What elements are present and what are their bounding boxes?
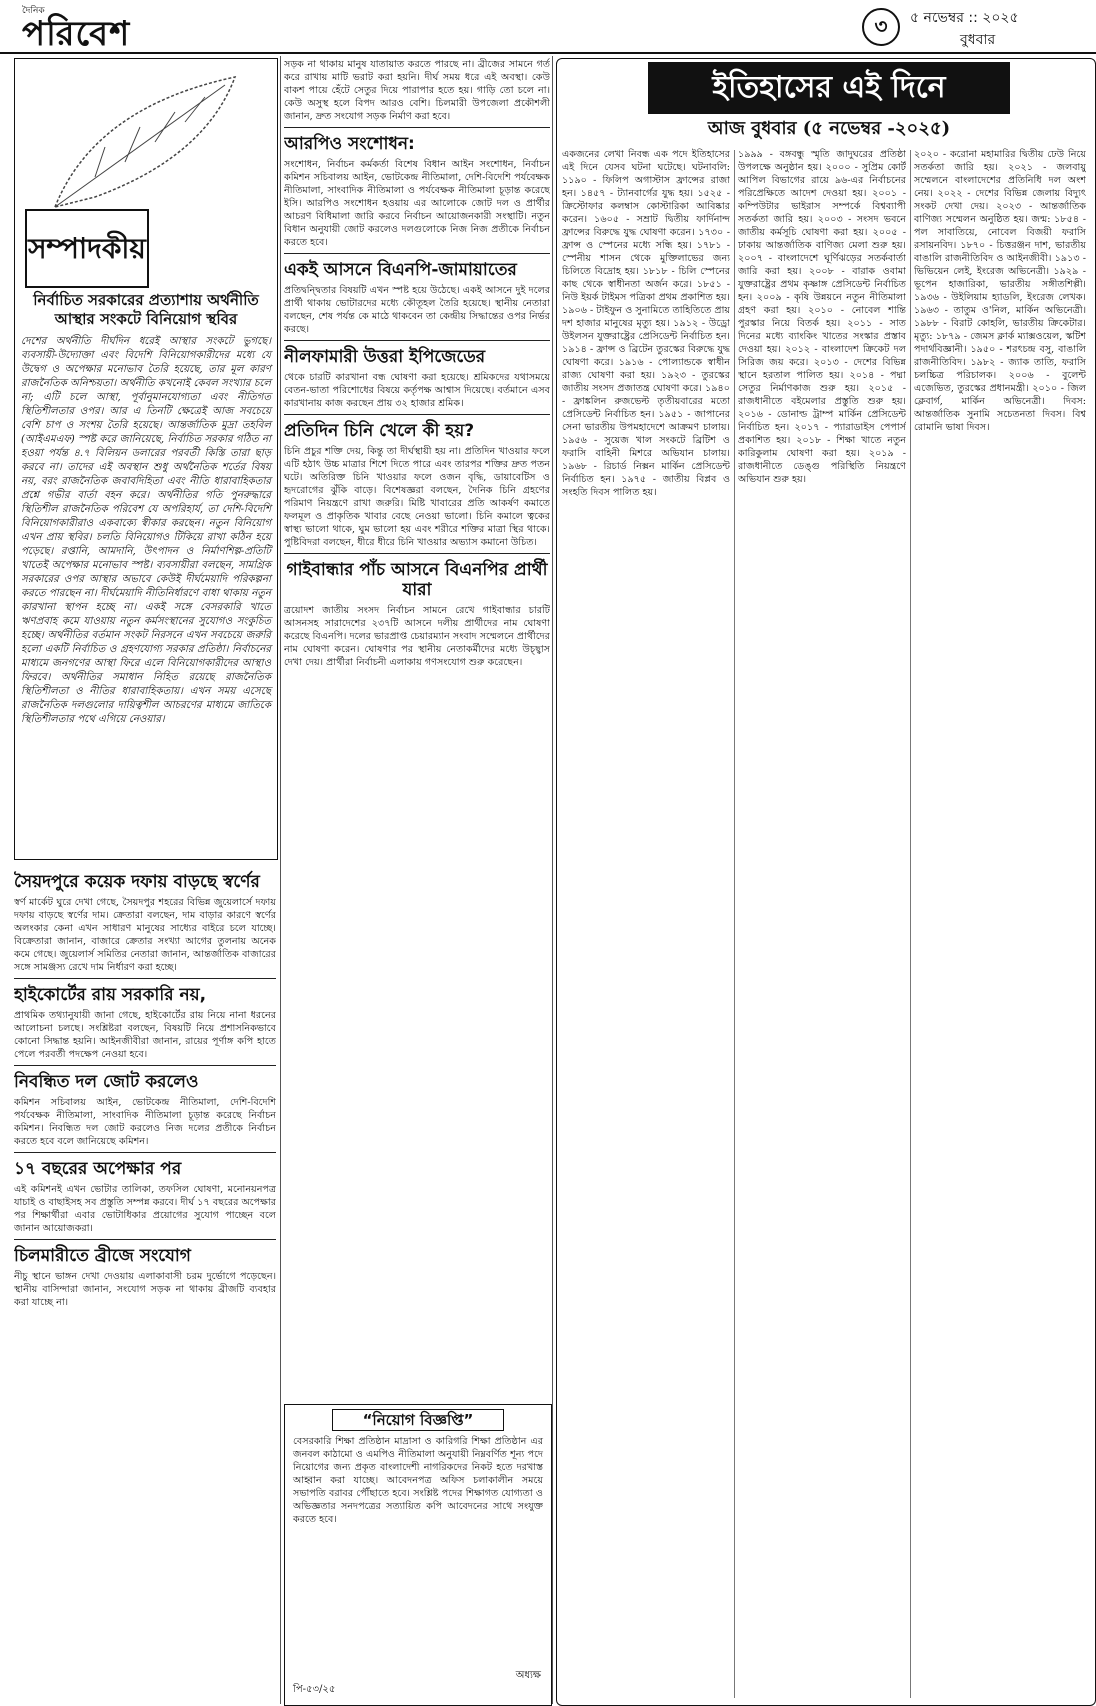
article-body: থেকে চারটি কারখানা বন্ধ ঘোষণা করা হয়েছে। শ্রমিকদের যথাসময়ে বেতন-ভাতা পরিশোধের বিষয়ে কর্তৃপক্ষ আশ্বাস দিয়েছে। বর্তমানে এসব কারখানায় কাজ করছেন প্রায় ৩২ হাজার শ্রমিক। <box>284 372 550 409</box>
history-text: ১৯৯৯ - বঙ্গবন্ধু স্মৃতি জাদুঘরের প্রতিষ্ঠা উপলক্ষে অনুষ্ঠান হয়। ২০০০ - সুপ্রিম কোর্ট আপিল বিভাগের রায়ে ৯৬-এর নির্বাচনের পরিপ্রেক্ষিতে আদেশ দেওয়া হয়। ২০০১ - কম্পিউটার ভাইরাস সম্পর্কে বিশ্বব্যাপী সতর্কতা জারি হয়। ২০০৩ - সংসদ ভবনে জাতীয় কর্মসূচি ঘোষণা করা হয়। ২০০৫ - ঢাকায় আন্তর্জাতিক বাণিজ্য মেলা শুরু হয়। ২০০৭ - বাংলাদেশে ঘূর্ণিঝড়ের সতর্কবার্তা জারি করা হয়। ২০০৮ - বারাক ওবামা যুক্তরাষ্ট্রের প্রথম কৃষ্ণাঙ্গ প্রেসিডেন্ট নির্বাচিত হন। ২০০৯ - কৃষি উন্নয়নে নতুন নীতিমালা গ্রহণ করা হয়। ২০১০ - নোবেল শান্তি পুরস্কার নিয়ে বিতর্ক হয়। ২০১১ - সাত দিনের মধ্যে ব্যাংকিং খাতের সংস্কার প্রস্তাব দেওয়া হয়। ২০১২ - বাংলাদেশ ক্রিকেট দল সিরিজ জয় করে। ২০১৩ - দেশের বিভিন্ন স্থানে হরতাল পালিত হয়। ২০১৪ - পদ্মা সেতুর নির্মাণকাজ শুরু হয়। ২০১৫ - রাজধানীতে বইমেলার প্রস্তুতি শুরু হয়। ২০১৬ - ডোনাল্ড ট্রাম্প মার্কিন প্রেসিডেন্ট নির্বাচিত হন। ২০১৭ - প্যারাডাইস পেপার্স প্রকাশিত হয়। ২০১৮ - শিক্ষা খাতে নতুন কারিকুলাম ঘোষণা করা হয়। ২০১৯ - রাজধানীতে ডেঙ্গু পরিস্থিতি নিয়ন্ত্রণে অভিযান শুরু হয়। <box>738 149 906 485</box>
column-divider <box>552 56 553 1704</box>
history-banner: ইতিহাসের এই দিনে <box>648 62 1010 114</box>
left-column <box>14 866 276 1704</box>
masthead-small-label: দৈনিক <box>22 6 45 16</box>
history-column-3 <box>914 148 1086 1698</box>
editorial-headline: নির্বাচিত সরকারের প্রত্যাশায় অর্থনীতি <box>33 291 259 309</box>
page-number: ৩ <box>862 8 900 46</box>
history-divider <box>734 150 735 1698</box>
history-subbanner: আজ বুধবার (৫ নভেম্বর -২০২৫) <box>707 118 951 139</box>
article-headline: গাইবান্ধার পাঁচ আসনে বিএনপির প্রার্থী যারা <box>286 560 548 600</box>
history-column-2 <box>738 148 906 1698</box>
article-body: চিনি প্রচুর শক্তি দেয়, কিন্তু তা দীর্ঘস্থায়ী হয় না। প্রতিদিন খাওয়ার ফলে এটি হঠাৎ উচ্চ মাত্রার শিশে দিতে পারে এবং তারপর শক্তির দ্রুত পতন ঘটে। অতিরিক্ত চিনি খাওয়ার ফলে ওজন বৃদ্ধি, ডায়াবেটিস ও হৃদরোগের ঝুঁকি বাড়ে। বিশেষজ্ঞরা বলছেন, দৈনিক চিনি গ্রহণের পরিমাণ নিয়ন্ত্রণে রাখা জরুরি। মিষ্টি খাবারের প্রতি আকর্ষণ কমাতে ফলমূল ও প্রাকৃতিক খাবার বেছে নেওয়া ভালো। চিনি কমালে ত্বকের স্বাস্থ্য ভালো থাকে, ঘুম ভালো হয় এবং শরীরে শক্তির মাত্রা স্থির থাকে। পুষ্টিবিদরা বলছেন, ধীরে ধীরে চিনি খাওয়ার অভ্যাস কমানো উচিত। <box>284 446 550 548</box>
article-headline: প্রতিদিন চিনি খেলে কী হয়? <box>284 421 475 441</box>
article <box>14 1072 276 1148</box>
editorial-body: দেশের অর্থনীতি দীর্ঘদিন ধরেই আস্থার সংকটে ভুগছে। ব্যবসায়ী-উদ্যোক্তা এবং বিদেশি বিনিয়োগকারীদের মধ্যে যে উদ্বেগ ও অপেক্ষার মনোভাব তৈরি হয়েছে, তার মূল কারণ রাজনৈতিক অনিশ্চয়তা। অর্থনীতি কখনোই কেবল সংখ্যার চলে না; এটি চলে আস্থা, পূর্বানুমানযোগ্যতা এবং নীতিগত স্থিতিশীলতার ওপর। আর এ তিনটি ক্ষেত্রেই আজ সবচেয়ে বেশি চাপ ও সংশয় তৈরি হয়েছে। আন্তর্জাতিক মুদ্রা তহবিল (আইএমএফ) স্পষ্ট করে জানিয়েছে, নির্বাচিত সরকার গঠিত না হওয়া পর্যন্ত ৪.৭ বিলিয়ন ডলারের পরবর্তী কিস্তি তারা ছাড় করবে না। তাদের এই অবস্থান শুধু অর্থনৈতিক শর্তের বিষয় নয়, বরং রাজনৈতিক জবাবদিহিতা এবং নীতি ধারাবাহিকতার প্রশ্নে গভীর বার্তা বহন করে। অর্থনীতির গতি পুনরুদ্ধারে স্থিতিশীল রাজনৈতিক পরিবেশ যে অপরিহার্য, তা দেশি-বিদেশি বিনিয়োগকারীরাও একবাক্যে স্বীকার করছেন। নতুন বিনিয়োগ এখন প্রায় স্থবির। চলতি বিনিয়োগও টিকিয়ে রাখা কঠিন হয়ে পড়েছে। রপ্তানি, আমদানি, উৎপাদন ও নির্মাণশিল্প-প্রতিটি খাতেই অপেক্ষার মনোভাব স্পষ্ট। ব্যবসায়ীরা বলছেন, সামগ্রিক সরকারের ওপর আস্থার অভাবে কেউই দীর্ঘমেয়াদি পরিকল্পনা করতে পারছেন না। দীর্ঘমেয়াদি নীতিনির্ধারণে বাধা থাকায় নতুন কারখানা স্থাপন হচ্ছে না। একই সঙ্গে বেসরকারি খাতে ঋণপ্রবাহ কমে যাওয়ায় নতুন কর্মসংস্থানের সুযোগও সংকুচিত হচ্ছে। অর্থনীতির বর্তমান সংকট নিরসনে এখন সবচেয়ে জরুরি হলো একটি নির্বাচিত ও গ্রহণযোগ্য সরকার প্রতিষ্ঠা। নির্বাচনের মাধ্যমে জনগণের আস্থা ফিরে এলে বিনিয়োগকারীদের আস্থাও ফিরবে। অর্থনীতির সমাধান নিহিত রয়েছে রাজনৈতিক স্থিতিশীলতা ও নীতির ধারাবাহিকতায়। এখন সময় এসেছে রাজনৈতিক দলগুলোর দায়িত্বশীল আচরণের মাধ্যমে জাতিকে স্থিতিশীলতার পথে এগিয়ে নেওয়ার। <box>21 336 271 725</box>
article-headline: নিবন্ধিত দল জোট করলেও <box>14 1072 199 1092</box>
editorial-subheadline: আস্থার সংকটে বিনিয়োগ স্থবির <box>54 310 238 328</box>
article-body: প্রাথমিক তথ্যানুযায়ী জানা গেছে, হাইকোর্টের রায় নিয়ে নানা ধরনের আলোচনা চলছে। সংশ্লিষ্টরা বলছেন, বিষয়টি নিয়ে প্রশাসনিকভাবে কোনো সিদ্ধান্ত হয়নি। আইনজীবীরা জানান, রায়ের পূর্ণাঙ্গ কপি হাতে পেলে পরবর্তী পদক্ষেপ নেওয়া হবে। <box>14 1010 276 1060</box>
article <box>284 134 550 249</box>
article <box>284 58 550 123</box>
editorial-content <box>21 291 271 731</box>
article-body: স্বর্ণ মার্কেট ঘুরে দেখা গেছে, সৈয়দপুর শহরের বিভিন্ন জুয়েলার্সে দফায় দফায় বাড়ছে স্বর্ণের দাম। ক্রেতারা বলছেন, দাম বাড়ার কারণে স্বর্ণের অলংকার কেনা এখন সাধারণ মানুষের সাধ্যের বাইরে চলে যাচ্ছে। বিক্রেতারা জানান, বাজারে ক্রেতার সংখ্যা আগের তুলনায় অনেক কমে গেছে। জুয়েলার্স সমিতির নেতারা জানান, আন্তর্জাতিক বাজারের সঙ্গে সামঞ্জস্য রেখে দাম নির্ধারণ করা হচ্ছে। <box>14 897 276 973</box>
article-headline: ১৭ বছরের অপেক্ষার পর <box>14 1159 182 1179</box>
article-body: ত্রয়োদশ জাতীয় সংসদ নির্বাচন সামনে রেখে গাইবান্ধার চারটি আসনসহ সারাদেশের ২৩৭টি আসনে দলীয় প্রার্থীদের নাম ঘোষণা করেছে বিএনপি। দলের ভারপ্রাপ্ত চেয়ারম্যান সংবাদ সম্মেলনে প্রার্থীদের নাম ঘোষণা করেন। ঘোষণার পর স্থানীয় নেতাকর্মীদের মধ্যে উচ্ছ্বাস দেখা দেয়। প্রার্থীরা নির্বাচনী এলাকায় গণসংযোগ শুরু করেছেন। <box>284 605 550 668</box>
history-divider <box>910 150 911 1698</box>
article <box>14 985 276 1061</box>
article <box>14 872 276 974</box>
notice-signature: অধ্যক্ষ <box>515 1670 541 1681</box>
article <box>14 1246 276 1309</box>
notice-code: পি-৫৩/২৫ <box>293 1684 336 1695</box>
article-headline: নীলফামারী উত্তরা ইপিজেডের <box>284 347 486 367</box>
article-headline: চিলমারীতে ব্রীজে সংযোগ <box>14 1246 191 1266</box>
article-headline: সৈয়দপুরে কয়েক দফায় বাড়ছে স্বর্ণের <box>14 872 260 892</box>
history-text: ২০২০ - করোনা মহামারির দ্বিতীয় ঢেউ নিয়ে সতর্কতা জারি হয়। ২০২১ - জলবায়ু সম্মেলনে বাংলাদেশের প্রতিনিধি দল অংশ নেয়। ২০২২ - দেশের বিভিন্ন জেলায় বিদ্যুৎ সংকট দেখা দেয়। ২০২৩ - আন্তর্জাতিক বাণিজ্য সম্মেলন অনুষ্ঠিত হয়। জন্ম: ১৮৫৪ - পল সাবাতিয়ে, নোবেল বিজয়ী ফরাসি রসায়নবিদ। ১৮৭০ - চিত্তরঞ্জন দাশ, ভারতীয় বাঙালি রাজনীতিবিদ ও আইনজীবী। ১৯১৩ - ভিভিয়েন লেই, ইংরেজ অভিনেত্রী। ১৯২৯ - ভূপেন হাজারিকা, ভারতীয় সঙ্গীতশিল্পী। ১৯৩৬ - উইলিয়াম হ্যাডলি, ইংরেজ লেখক। ১৯৬৩ - তাতুম ও'নিল, মার্কিন অভিনেত্রী। ১৯৮৮ - বিরাট কোহলি, ভারতীয় ক্রিকেটার। মৃত্যু: ১৮৭৯ - জেমস ক্লার্ক ম্যাক্সওয়েল, স্কটিশ পদার্থবিজ্ঞানী। ১৯৫০ - শরৎচন্দ্র বসু, বাঙালি রাজনীতিবিদ। ১৯৮২ - জ্যাক তাতি, ফরাসি চলচ্চিত্র পরিচালক। ২০০৬ - বুলেন্ট এজেভিত, তুরস্কের প্রধানমন্ত্রী। ২০১০ - জিল ক্লেবার্গ, মার্কিন অভিনেত্রী। দিবস: আন্তর্জাতিক সুনামি সচেতনতা দিবস। বিশ্ব রোমানি ভাষা দিবস। <box>914 149 1086 433</box>
article-body: সড়ক না থাকায় মানুষ যাতায়াত করতে পারছে না। ব্রীজের সামনে গর্ত করে রাখায় মাটি ভরাট করা হয়নি। দীর্ঘ সময় ধরে এই অবস্থা। কেউ বাকশ পায়ে হেঁটে সেতুর দিয়ে পারাপার হতে হয়। গাড়ি তো চলে না। কেউ অসুস্থ হলে বিপদ আরও বেশি। চিলমারী উপজেলা প্রকৌশলী জানান, দ্রুত সংযোগ সড়ক নির্মাণ করা হবে। <box>284 59 550 122</box>
notice-title: “নিয়োগ বিজ্ঞপ্তি” <box>332 1409 504 1431</box>
column-divider <box>280 56 281 1704</box>
article-body: এই কমিশনই এখন ভোটার তালিকা, তফসিল ঘোষণা, মনোনয়নপত্র যাচাই ও বাছাইসহ সব প্রস্তুতি সম্পন্ন করবে। দীর্ঘ ১৭ বছরের অপেক্ষার পর শিক্ষার্থীরা এবার ভোটাধিকার প্রয়োগের সুযোগ পাচ্ছেন বলে জানান আয়োজকরা। <box>14 1184 276 1234</box>
issue-day: বুধবার <box>960 32 996 48</box>
article-headline: হাইকোর্টের রায় সরকারি নয়, <box>14 985 207 1005</box>
masthead <box>0 0 1096 54</box>
article-body: সংশোধন, নির্বাচন কর্মকর্তা বিশেষ বিধান আইন সংশোধন, নির্বাচন কমিশন সচিবালয় আইন, ভোটকেন্দ্র নীতিমালা, দেশি-বিদেশি পর্যবেক্ষক নীতিমালা, সাংবাদিক নীতিমালা ও পর্যবেক্ষক নীতিমালা চূড়ান্ত করেছে ইসি। আরপিও সংশোধন হওয়ায় এর আলোকে জোট দল ও প্রার্থীর আচরণ বিধিমালা জারি করবে নির্বাচন আয়োজনকারী সংস্থাটি। নতুন বিধান অনুযায়ী জোট করলেও দলগুলোকে নিজ নিজ প্রতীকে নির্বাচন করতে হবে। <box>284 159 550 248</box>
article-body: প্রতিদ্বন্দ্বিতার বিষয়টি এখন স্পষ্ট হয়ে উঠেছে। একই আসনে দুই দলের প্রার্থী থাকায় ভোটারদের মধ্যে কৌতূহল তৈরি হয়েছে। স্থানীয় নেতারা বলছেন, শেষ পর্যন্ত কে মাঠে থাকবেন তা কেন্দ্রীয় সিদ্ধান্তের ওপর নির্ভর করছে। <box>284 285 550 335</box>
leaf-illustration-icon <box>35 67 255 217</box>
article <box>284 560 550 669</box>
recruitment-notice <box>284 1404 552 1706</box>
article <box>14 1159 276 1235</box>
middle-column <box>284 58 550 1394</box>
article-body: কমিশন সচিবালয় আইন, ভোটকেন্দ্র নীতিমালা, দেশি-বিদেশি পর্যবেক্ষক নীতিমালা, সাংবাদিক নীতিমালা চূড়ান্ত করেছে নির্বাচন কমিশন। নিবন্ধিত দল জোট করলেও নিজ দলের প্রতীকে নির্বাচন করতে হবে বলে জানিয়েছে কমিশন। <box>14 1097 276 1147</box>
newspaper-logo: পরিবেশ <box>22 14 131 54</box>
notice-body: বেসরকারি শিক্ষা প্রতিষ্ঠান মাদ্রাসা ও কারিগরি শিক্ষা প্রতিষ্ঠান এর জনবল কাঠামো ও এমপিও নীতিমালা অনুযায়ী নিম্নবর্ণিত শূন্য পদে নিয়োগের জন্য প্রকৃত বাংলাদেশী নাগরিকদের নিকট হতে দরখাস্ত আহ্বান করা যাচ্ছে। আবেদনপত্র অফিস চলাকালীন সময়ে সভাপতি বরাবর পৌঁছাতে হবে। সংশ্লিষ্ট পদের শিক্ষাগত যোগ্যতা ও অভিজ্ঞতার সনদপত্রের সত্যায়িত কপি আবেদনের সাথে সংযুক্ত করতে হবে। <box>293 1436 543 1525</box>
article-headline: আরপিও সংশোধন: <box>284 134 415 154</box>
article-body: নীচু স্থানে ভাঙ্গন দেখা দেওয়ায় এলাকাবাসী চরম দুর্ভোগে পড়েছেন। স্থানীয় বাসিন্দারা জানান, সংযোগ সড়ক না থাকায় ব্রীজটি ব্যবহার করা যাচ্ছে না। <box>14 1271 276 1308</box>
history-text: একজনের লেখা নিবন্ধ এক পদে ইতিহাসের এই দিনে যেসব ঘটনা ঘটেছে। ঘটনাবলি: ১১৯০ - ফিলিপ অগাস্টাস ফ্রান্সের রাজা হন। ১৪৫৭ - ট্যানবার্গের যুদ্ধ হয়। ১৫২৫ - ক্রিস্টোফার কলম্বাস কোস্টারিকা আবিষ্কার করেন। ১৬০৫ - সম্রাট দ্বিতীয় ফার্দিনান্দ ফ্রান্সের বিরুদ্ধে যুদ্ধ ঘোষণা করেন। ১৭৩০ - ফ্রান্স ও স্পেনের মধ্যে সন্ধি হয়। ১৭৮১ - স্পেনীয় শাসন থেকে মুক্তিলাভের জন্য চিলিতে বিদ্রোহ হয়। ১৮১৮ - চিলি স্পেনের কাছ থেকে স্বাধীনতা অর্জন করে। ১৮৫১ - নিউ ইয়র্ক টাইমস পত্রিকা প্রথম প্রকাশিত হয়। ১৯০৬ - টাইফুন ও সুনামিতে তাহিতিতে প্রায় দশ হাজার মানুষের মৃত্যু হয়। ১৯১২ - উড্রো উইলসন যুক্তরাষ্ট্রের প্রেসিডেন্ট নির্বাচিত হন। ১৯১৪ - ফ্রান্স ও ব্রিটেন তুরস্কের বিরুদ্ধে যুদ্ধ ঘোষণা করে। ১৯১৬ - পোল্যান্ডকে স্বাধীন রাজ্য ঘোষণা করা হয়। ১৯২৩ - তুরস্কের জাতীয় সংসদ প্রজাতন্ত্র ঘোষণা করে। ১৯৪০ - ফ্রাঙ্কলিন রুজভেল্ট তৃতীয়বারের মতো প্রেসিডেন্ট নির্বাচিত হন। ১৯৫১ - জাপানের সেনা ভারতীয় উপমহাদেশে আক্রমণ চালায়। ১৯৫৬ - সুয়েজ খাল সংকটে ব্রিটিশ ও ফরাসি বাহিনী মিশরে অভিযান চালায়। ১৯৬৮ - রিচার্ড নিক্সন মার্কিন প্রেসিডেন্ট নির্বাচিত হন। ১৯৭৫ - জাতীয় বিপ্লব ও সংহতি দিবস পালিত হয়। <box>562 149 730 498</box>
editorial-box <box>14 58 278 860</box>
issue-date: ৫ নভেম্বর :: ২০২৫ <box>910 10 1019 26</box>
article <box>284 260 550 336</box>
article <box>284 347 550 410</box>
article <box>284 421 550 549</box>
history-column-1 <box>562 148 730 1698</box>
editorial-section-title: সম্পাদকীয় <box>25 209 149 288</box>
article-headline: একই আসনে বিএনপি-জামায়াতের <box>284 260 517 280</box>
